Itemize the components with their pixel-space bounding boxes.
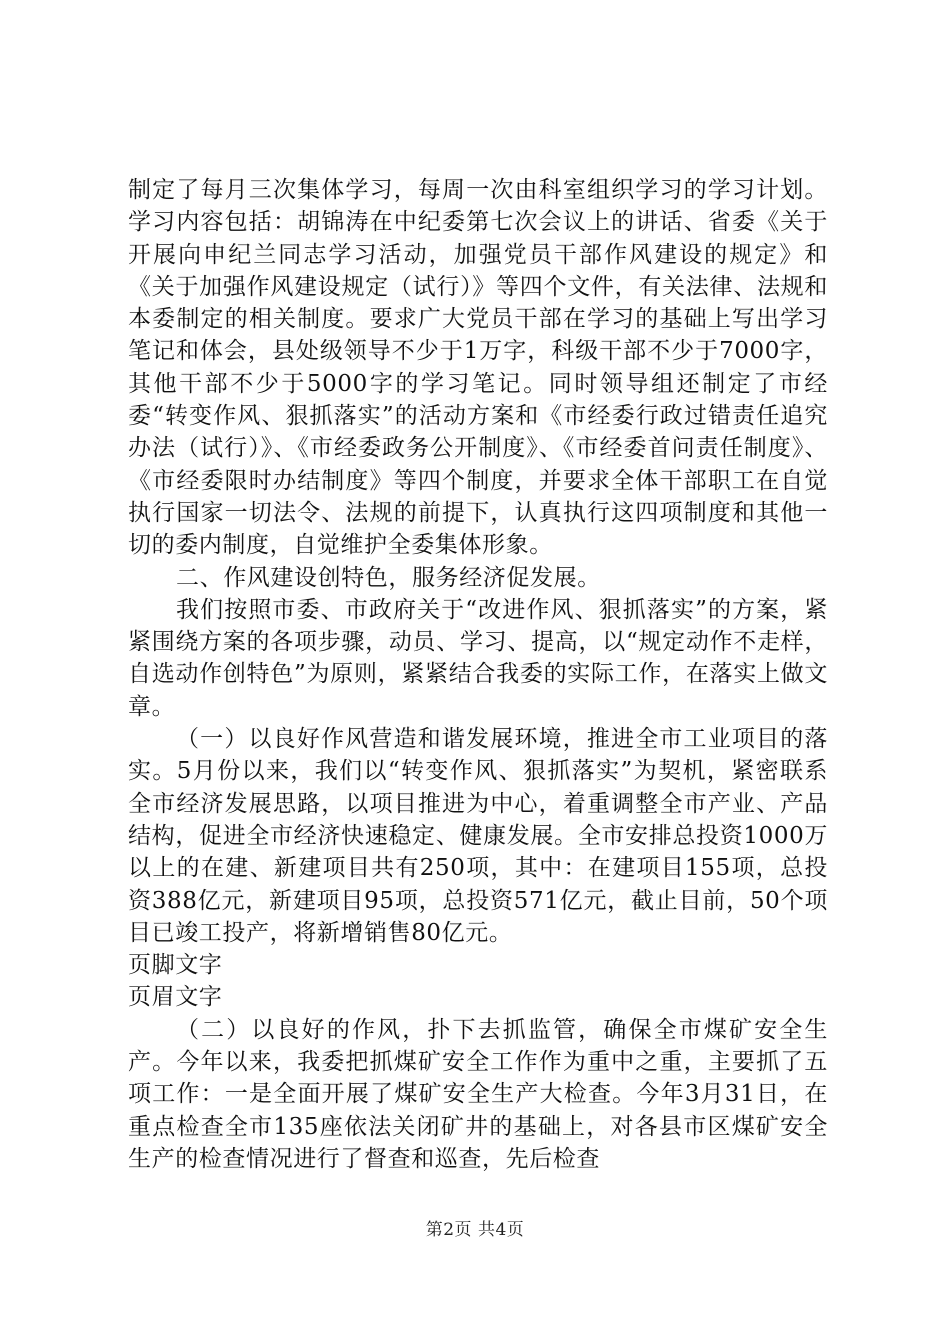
section-heading-2: 二、作风建设创特色，服务经济促发展。 (176, 564, 601, 591)
paragraph-3: 我们按照市委、市政府关于“改进作风、狠抓落实”的方案，紧紧围绕方案的各项步骤，动员、学习、提高，以“规定动作不走样，自选动作创特色”为原则，紧紧结合我委的实际工作，在落实上做文章。 (128, 596, 828, 720)
paragraph-5: （二）以良好的作风，扑下去抓监管，确保全市煤矿安全生产。今年以来，我委把抓煤矿安全工作作为重中之重，主要抓了五项工作：一是全面开展了煤矿安全生产大检查。今年3月31日，在重点检查全市135座依法关闭矿井的基础上，对各县市区煤矿安全生产的检查情况进行了督查和巡查，先后检查 (128, 1016, 828, 1172)
footer-placeholder-text: 页脚文字 (128, 952, 223, 979)
paragraph-4: （一）以良好作风营造和谐发展环境，推进全市工业项目的落实。5月份以来，我们以“转变作风、狠抓落实”为契机，紧密联系全市经济发展思路，以项目推进为中心，着重调整全市产业、产品结构，促进全市经济快速稳定、健康发展。全市安排总投资1000万以上的在建、新建项目共有250项，其中：在建项目155项，总投资388亿元，新建项目95项，总投资571亿元，截止目前，50个项目已竣工投产，将新增销售80亿元。 (128, 726, 828, 946)
header-placeholder-text: 页眉文字 (128, 984, 223, 1011)
body-text (128, 174, 828, 1175)
paragraph-1: 制定了每月三次集体学习，每周一次由科室组织学习的学习计划。学习内容包括：胡锦涛在中纪委第七次会议上的讲话、省委《关于开展向申纪兰同志学习活动，加强党员干部作风建设的规定》和《关于加强作风建设规定（试行）》等四个文件，有关法律、法规和本委制定的相关制度。要求广大党员干部在学习的基础上写出学习笔记和体会，县处级领导不少于1万字，科级干部不少于7000字，其他干部不少于5000字的学习笔记。同时领导组还制定了市经委“转变作风、狠抓落实”的活动方案和《市经委行政过错责任追究办法（试行）》、《市经委政务公开制度》、《市经委首问责任制度》、《市经委限时办结制度》等四个制度，并要求全体干部职工在自觉执行国家一切法令、法规的前提下，认真执行这四项制度和其他一切的委内制度，自觉维护全委集体形象。 (128, 177, 828, 559)
page-number: 第2页 共4页 (425, 1220, 525, 1240)
